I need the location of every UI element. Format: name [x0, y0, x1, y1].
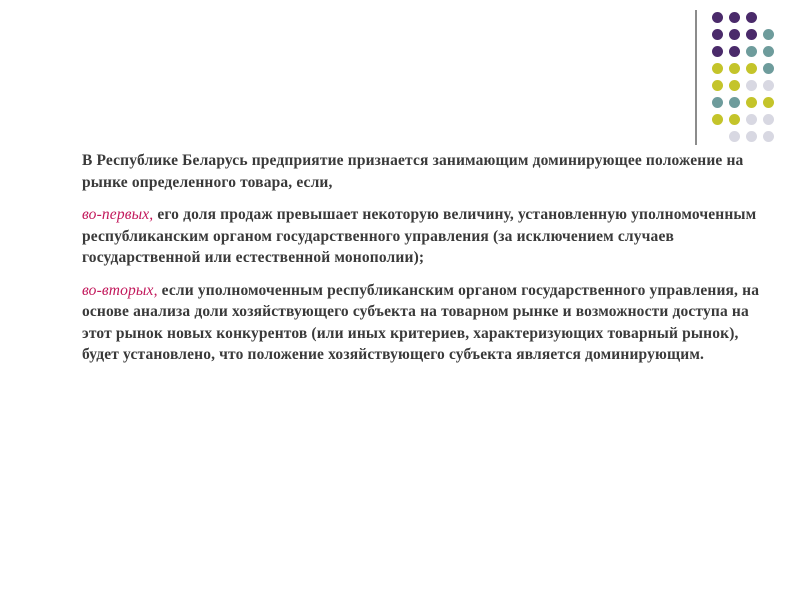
dot-olive	[712, 80, 723, 91]
dot-purple	[712, 12, 723, 23]
point-second	[82, 280, 762, 366]
dot-olive	[712, 114, 723, 125]
dot-purple	[729, 29, 740, 40]
dot-purple	[746, 12, 757, 23]
dot-olive	[746, 97, 757, 108]
dot-teal	[746, 46, 757, 57]
dot-teal	[763, 46, 774, 57]
dot-purple	[729, 46, 740, 57]
dot-olive	[763, 97, 774, 108]
dot-lightgray	[763, 80, 774, 91]
dot-purple	[712, 46, 723, 57]
point-second-text: если уполномоченным республиканским органом государственного управления, на основе анализа доли хозяйствующего субъекта на товарном рынке и возможности доступа на этот рынок новых конкурентов (или иных критериев, характеризующих товарный рынок), будет установлено, что положение хозяйствующего субъекта является доминирующим.	[82, 281, 760, 363]
dot-olive	[729, 63, 740, 74]
vertical-divider-line	[695, 10, 697, 145]
point-first-marker: во-первых,	[82, 206, 154, 223]
dot-lightgray	[746, 131, 757, 142]
dot-olive	[712, 63, 723, 74]
dot-lightgray	[763, 131, 774, 142]
point-first-text: его доля продаж превышает некоторую величину, установленную уполномоченным республиканским органом государственного управления (за исключением случаев государственной или естественной монополии);	[82, 206, 757, 266]
dot-olive	[729, 114, 740, 125]
dot-olive	[729, 80, 740, 91]
dot-lightgray	[746, 114, 757, 125]
dot-teal	[763, 29, 774, 40]
point-second-marker: во-вторых,	[82, 281, 158, 299]
dot-teal	[763, 63, 774, 74]
dot-teal	[712, 97, 723, 108]
dot-olive	[746, 63, 757, 74]
dot-lightgray	[763, 114, 774, 125]
dot-lightgray	[729, 131, 740, 142]
slide-body	[82, 150, 762, 377]
point-first	[82, 204, 762, 269]
dot-purple	[746, 29, 757, 40]
dot-lightgray	[746, 80, 757, 91]
dot-teal	[729, 97, 740, 108]
dot-purple	[712, 29, 723, 40]
dot-purple	[729, 12, 740, 23]
intro-paragraph: В Республике Беларусь предприятие признается занимающим доминирующее положение на рынке определенного товара, если,	[82, 152, 744, 191]
